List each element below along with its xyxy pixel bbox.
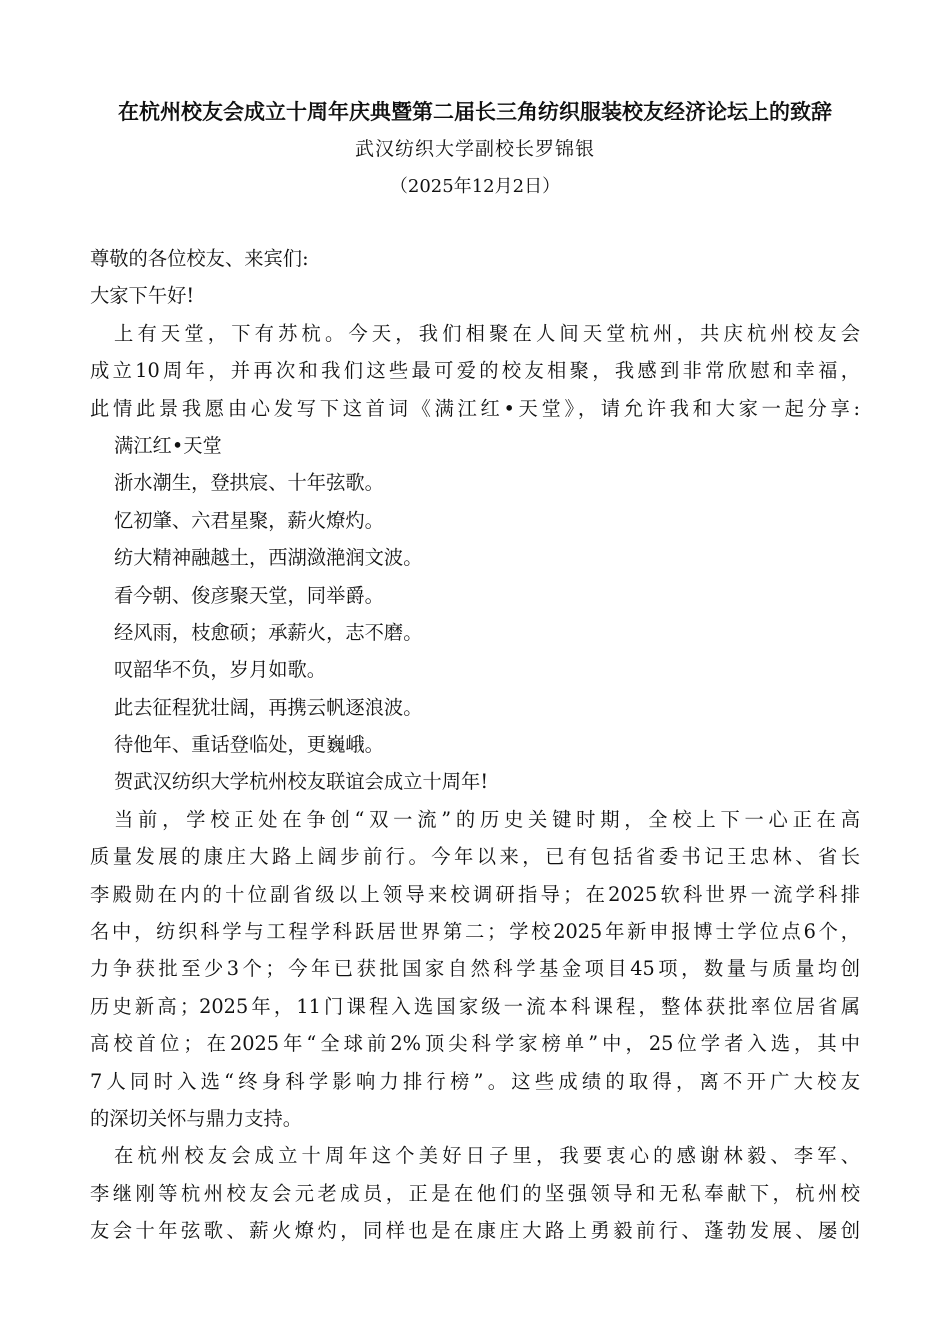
document-author: 武汉纺织大学副校长罗锦银: [354, 138, 595, 160]
paragraph-line: 力争获批至少3个；今年已获批国家自然科学基金项目45项，数量与质量均创: [90, 957, 860, 981]
paragraph-line: 当前，学校正处在争创“双一流”的历史关键时期，全校上下一心正在高: [114, 807, 860, 831]
paragraph-line: 李继刚等杭州校友会元老成员，正是在他们的坚强领导和无私奉献下，杭州校: [90, 1181, 860, 1205]
paragraph-line: 名中，纺织科学与工程学科跃居世界第二；学校2025年新申报博士学位点6个，: [90, 920, 860, 944]
poem-line: 此去征程犹壮阔，再携云帆逐浪波。: [114, 695, 423, 719]
poem-dedication: 贺武汉纺织大学杭州校友联谊会成立十周年!: [114, 770, 489, 794]
greeting: 大家下午好!: [90, 284, 195, 308]
paragraph-line: 成立10周年，并再次和我们这些最可爱的校友相聚，我感到非常欣慰和幸福，: [90, 359, 860, 383]
paragraph-line: 李殿勋在内的十位副省级以上领导来校调研指导；在2025软科世界一流学科排: [90, 882, 860, 906]
speech-body: [90, 240, 860, 1250]
poem-line: 纺大精神融越土，西湖潋滟润文波。: [114, 546, 423, 570]
salutation: 尊敬的各位校友、来宾们:: [90, 247, 309, 270]
paragraph-line: 友会十年弦歌、薪火燎灼，同样也是在康庄大路上勇毅前行、蓬勃发展、屡创: [90, 1219, 860, 1243]
paragraph-line: 上有天堂，下有苏杭。今天，我们相聚在人间天堂杭州，共庆杭州校友会: [114, 321, 860, 345]
poem-line: 叹韶华不负，岁月如歌。: [114, 658, 327, 682]
paragraph-line: 历史新高；2025年，11门课程入选国家级一流本科课程，整体获批率位居省属: [90, 994, 860, 1018]
paragraph-line: 高校首位；在2025年“全球前2%顶尖科学家榜单”中，25位学者入选，其中: [90, 1032, 860, 1056]
poem-line: 看今朝、俊彦聚天堂，同举爵。: [114, 583, 384, 607]
paragraph-line: 质量发展的康庄大路上阔步前行。今年以来，已有包括省委书记王忠林、省长: [90, 845, 860, 869]
poem-line: 忆初肇、六君星聚，薪火燎灼。: [114, 508, 384, 532]
poem-line: 待他年、重话登临处，更巍峨。: [114, 733, 384, 757]
paragraph-line: 的深切关怀与鼎力支持。: [90, 1106, 303, 1130]
poem-title: 满江红•天堂: [114, 433, 222, 457]
poem-line: 浙水潮生，登拱宸、十年弦歌。: [114, 471, 384, 495]
document-date: （2025年12月2日）: [389, 176, 561, 197]
paragraph-line: 此情此景我愿由心发写下这首词《满江红•天堂》，请允许我和大家一起分享:: [90, 396, 860, 420]
paragraph-line: 7人同时入选“终身科学影响力排行榜”。这些成绩的取得，离不开广大校友: [90, 1069, 860, 1093]
document-title: 在杭州校友会成立十周年庆典暨第二届长三角纺织服装校友经济论坛上的致辞: [118, 99, 832, 124]
paragraph-line: 在杭州校友会成立十周年这个美好日子里，我要衷心的感谢林毅、李军、: [114, 1144, 860, 1168]
poem-line: 经风雨，枝愈硕；承薪火，志不磨。: [114, 620, 423, 644]
